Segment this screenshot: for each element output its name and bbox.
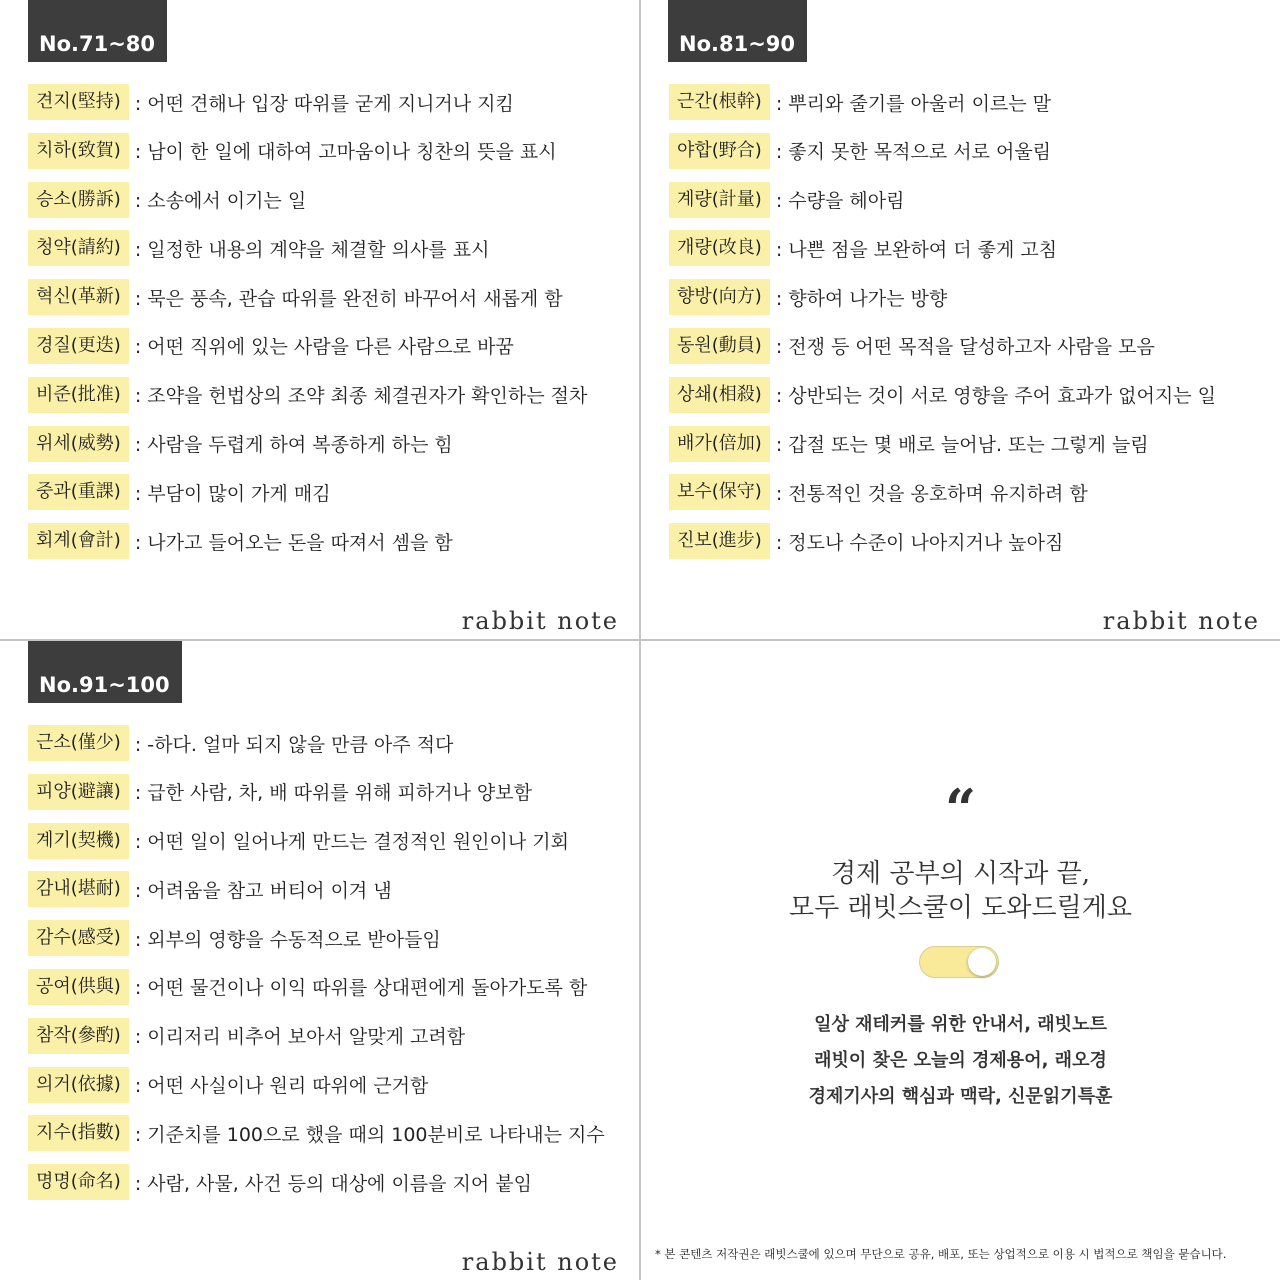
- list-item: [669, 377, 1216, 413]
- list-item: [28, 84, 587, 120]
- brand-watermark: rabbit note: [1102, 607, 1260, 635]
- term-label: 피양(避讓): [28, 774, 129, 810]
- list-item: [28, 1018, 605, 1054]
- promo-panel: [641, 641, 1280, 1280]
- term-definition: : 수량을 헤아림: [775, 190, 905, 213]
- term-definition: : 남이 한 일에 대하여 고마움이나 칭찬의 뜻을 표시: [134, 141, 557, 164]
- list-item: [28, 823, 605, 859]
- service-list: [641, 1007, 1280, 1115]
- term-definition: : -하다. 얼마 되지 않을 만큼 아주 적다: [134, 733, 454, 756]
- term-label: 개량(改良): [669, 230, 770, 266]
- list-item: [669, 279, 1216, 315]
- term-label: 참작(參酌): [28, 1018, 129, 1054]
- term-label: 위세(威勢): [28, 426, 129, 462]
- term-definition: : 향하여 나가는 방향: [775, 287, 948, 310]
- term-label: 계기(契機): [28, 823, 129, 859]
- list-item: [28, 523, 587, 559]
- term-label: 배가(倍加): [669, 426, 770, 462]
- list-item: [28, 426, 587, 462]
- term-definition: : 부담이 많이 가게 매김: [134, 482, 331, 505]
- list-item: [669, 523, 1216, 559]
- term-label: 회계(會計): [28, 523, 129, 559]
- range-tag: No.91~100: [28, 641, 182, 703]
- term-definition: : 어떤 견해나 입장 따위를 굳게 지니거나 지킴: [134, 92, 514, 115]
- term-definition: : 상반되는 것이 서로 영향을 주어 효과가 없어지는 일: [775, 385, 1216, 408]
- slogan-line-1: 경제 공부의 시작과 끝,: [830, 859, 1091, 889]
- term-label: 감내(堪耐): [28, 871, 129, 907]
- list-item: [28, 774, 605, 810]
- term-label: 공여(供與): [28, 969, 129, 1005]
- term-label: 감수(感受): [28, 920, 129, 956]
- term-definition: : 어떤 일이 일어나게 만드는 결정적인 원인이나 기회: [134, 831, 569, 854]
- term-label: 치하(致賀): [28, 133, 129, 169]
- term-label: 근간(根幹): [669, 84, 770, 120]
- list-item: [28, 725, 605, 761]
- list-item: [28, 182, 587, 218]
- list-item: [28, 474, 587, 510]
- toggle-knob: [968, 948, 996, 976]
- term-definition: : 사람, 사물, 사건 등의 대상에 이름을 지어 붙임: [134, 1172, 532, 1195]
- term-label: 동원(動員): [669, 328, 770, 364]
- term-definition: : 나쁜 점을 보완하여 더 좋게 고침: [775, 238, 1058, 261]
- term-definition: : 일정한 내용의 계약을 체결할 의사를 표시: [134, 238, 490, 261]
- list-item: [669, 84, 1216, 120]
- list-item: [28, 1115, 605, 1151]
- term-definition: : 기준치를 100으로 했을 때의 100분비로 나타내는 지수: [134, 1123, 605, 1146]
- term-definition: : 나가고 들어오는 돈을 따져서 셈을 함: [134, 531, 453, 554]
- term-definition: : 급한 사람, 차, 배 따위를 위해 피하거나 양보함: [134, 782, 532, 805]
- term-definition: : 좋지 못한 목적으로 서로 어울림: [775, 141, 1052, 164]
- term-label: 야합(野合): [669, 133, 770, 169]
- term-label: 의거(依據): [28, 1067, 129, 1103]
- term-label: 근소(僅少): [28, 725, 129, 761]
- vocab-panel-81-90: [641, 0, 1280, 639]
- list-item: [669, 182, 1216, 218]
- list-item: [28, 1164, 605, 1200]
- slogan: [641, 857, 1280, 925]
- term-label: 중과(重課): [28, 474, 129, 510]
- term-definition: : 전통적인 것을 옹호하며 유지하려 함: [775, 482, 1088, 505]
- list-item: [669, 426, 1216, 462]
- term-definition: : 소송에서 이기는 일: [134, 190, 307, 213]
- term-definition: : 사람을 두렵게 하여 복종하게 하는 힘: [134, 434, 453, 457]
- list-item: [28, 230, 587, 266]
- term-definition: : 갑절 또는 몇 배로 늘어남. 또는 그렇게 늘림: [775, 434, 1149, 457]
- term-label: 보수(保守): [669, 474, 770, 510]
- term-label: 상쇄(相殺): [669, 377, 770, 413]
- term-list: [28, 725, 605, 1213]
- term-definition: : 어떤 물건이나 이익 따위를 상대편에게 돌아가도록 함: [134, 977, 588, 1000]
- vocab-panel-71-80: [0, 0, 639, 639]
- term-definition: : 묵은 풍속, 관습 따위를 완전히 바꾸어서 새롭게 함: [134, 287, 563, 310]
- brand-watermark: rabbit note: [461, 607, 619, 635]
- list-item: [669, 230, 1216, 266]
- term-label: 진보(進步): [669, 523, 770, 559]
- list-item: [28, 133, 587, 169]
- service-item: 일상 재테커를 위한 안내서, 래빗노트: [814, 1014, 1107, 1035]
- range-tag: No.71~80: [28, 0, 167, 62]
- copyright-notice: * 본 콘텐츠 저작권은 래빗스쿨에 있으며 무단으로 공유, 배포, 또는 상업적으로 이용 시 법적으로 책임을 묻습니다.: [655, 1247, 1227, 1261]
- term-definition: : 정도나 수준이 나아지거나 높아짐: [775, 531, 1064, 554]
- brand-watermark: rabbit note: [461, 1248, 619, 1276]
- term-list: [28, 84, 587, 572]
- slogan-line-2: 모두 래빗스쿨이 도와드릴게요: [788, 893, 1133, 923]
- list-item: [28, 969, 605, 1005]
- term-label: 견지(堅持): [28, 84, 129, 120]
- list-item: [28, 328, 587, 364]
- term-label: 청약(請約): [28, 230, 129, 266]
- term-label: 경질(更迭): [28, 328, 129, 364]
- term-list: [669, 84, 1216, 572]
- term-definition: : 어려움을 참고 버티어 이겨 냄: [134, 879, 392, 902]
- range-tag: No.81~90: [668, 0, 807, 62]
- toggle-switch-icon: [919, 946, 999, 978]
- list-item: [28, 1067, 605, 1103]
- term-definition: : 뿌리와 줄기를 아울러 이르는 말: [775, 92, 1052, 115]
- term-definition: : 조약을 헌법상의 조약 최종 체결권자가 확인하는 절차: [134, 385, 588, 408]
- quote-mark-icon: “: [944, 777, 977, 841]
- service-item: 경제기사의 핵심과 맥락, 신문읽기특훈: [808, 1086, 1113, 1107]
- term-label: 승소(勝訴): [28, 182, 129, 218]
- term-label: 계량(計量): [669, 182, 770, 218]
- term-label: 명명(命名): [28, 1164, 129, 1200]
- term-definition: : 외부의 영향을 수동적으로 받아들임: [134, 928, 441, 951]
- list-item: [28, 279, 587, 315]
- list-item: [669, 474, 1216, 510]
- term-definition: : 이리저리 비추어 보아서 알맞게 고려함: [134, 1026, 466, 1049]
- term-label: 비준(批准): [28, 377, 129, 413]
- list-item: [669, 133, 1216, 169]
- term-label: 혁신(革新): [28, 279, 129, 315]
- term-label: 지수(指數): [28, 1115, 129, 1151]
- list-item: [28, 377, 587, 413]
- term-definition: : 어떤 직위에 있는 사람을 다른 사람으로 바꿈: [134, 336, 514, 359]
- term-definition: : 어떤 사실이나 원리 따위에 근거함: [134, 1075, 429, 1098]
- term-definition: : 전쟁 등 어떤 목적을 달성하고자 사람을 모음: [775, 336, 1155, 359]
- service-item: 래빗이 찾은 오늘의 경제용어, 래오경: [814, 1050, 1107, 1071]
- vocab-panel-91-100: [0, 641, 639, 1280]
- list-item: [28, 871, 605, 907]
- list-item: [669, 328, 1216, 364]
- term-label: 향방(向方): [669, 279, 770, 315]
- list-item: [28, 920, 605, 956]
